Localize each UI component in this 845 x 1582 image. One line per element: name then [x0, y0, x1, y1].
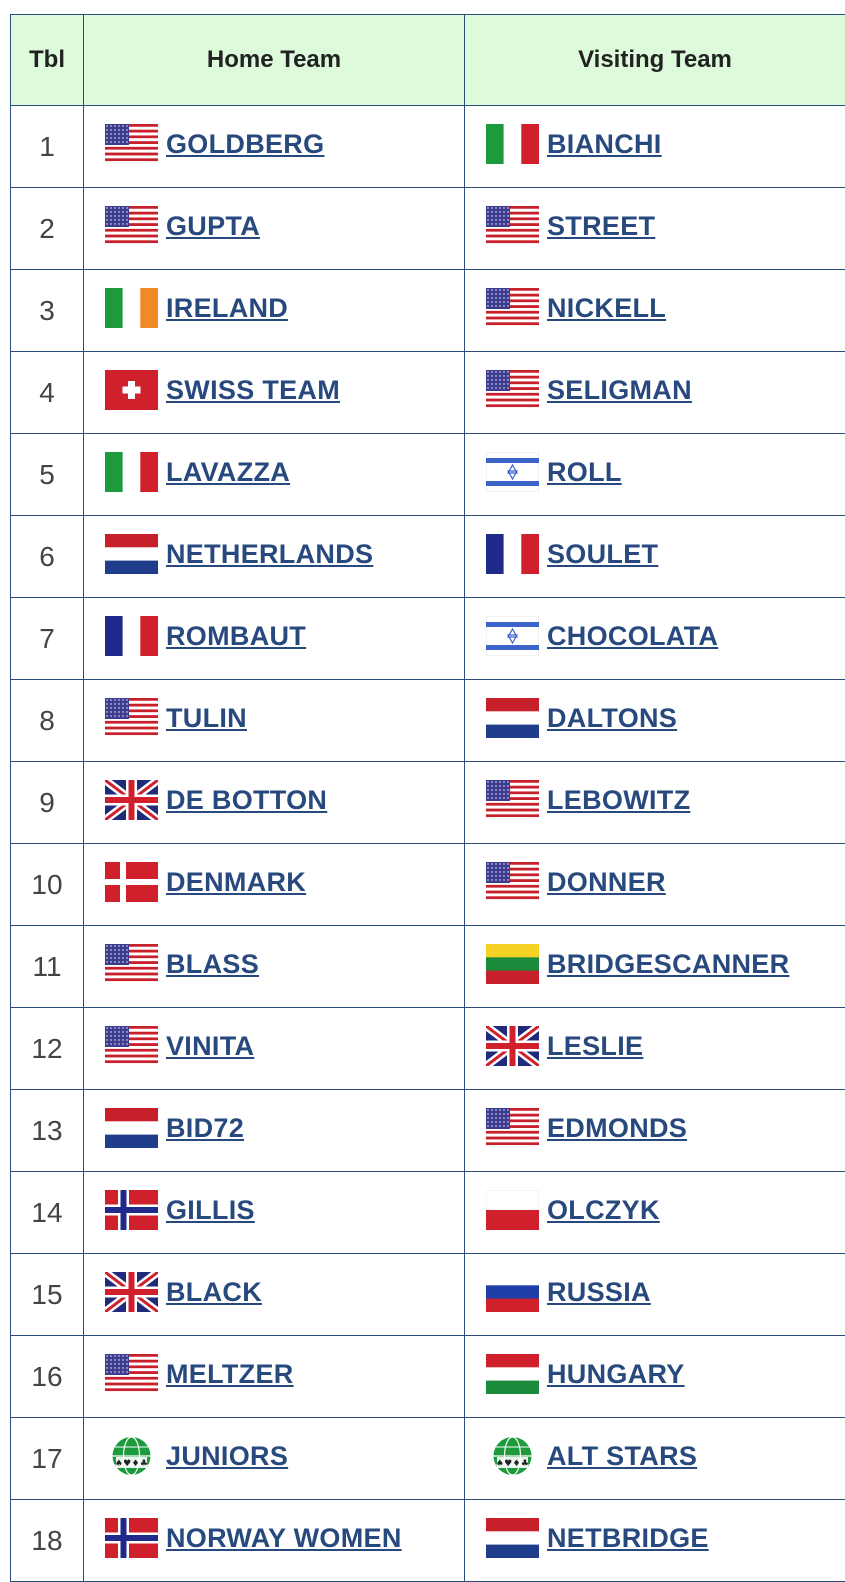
denmark-flag-icon: [105, 862, 158, 902]
home-team-cell: [84, 1090, 465, 1172]
table-row: [11, 598, 845, 680]
home-team-cell: [84, 1008, 465, 1090]
home-team-link[interactable]: [105, 1190, 255, 1230]
usa-flag-icon: [105, 124, 158, 164]
header-home-team: Home Team: [84, 15, 465, 106]
svg-text:♠♥♦♣: ♠♥♦♣: [115, 1459, 148, 1469]
home-team-name: TULIN: [166, 703, 247, 734]
home-team-link[interactable]: [105, 780, 327, 820]
home-team-link[interactable]: [105, 288, 288, 328]
visiting-team-link[interactable]: [486, 1026, 643, 1066]
table-row: [11, 1418, 845, 1500]
table-row: [11, 434, 845, 516]
wbf-globe-flag-icon: [486, 1436, 539, 1476]
home-team-link[interactable]: [105, 206, 260, 246]
table-number: 3: [11, 270, 84, 352]
home-team-link[interactable]: [105, 452, 290, 492]
table-row: [11, 270, 845, 352]
visiting-team-name: OLCZYK: [547, 1195, 660, 1226]
visiting-team-link[interactable]: [486, 1190, 660, 1230]
visiting-team-name: SELIGMAN: [547, 375, 692, 406]
table-row: [11, 680, 845, 762]
usa-flag-icon: [105, 698, 158, 738]
usa-flag-icon: [105, 944, 158, 984]
visiting-team-cell: [465, 1254, 845, 1336]
home-team-link[interactable]: [105, 1272, 262, 1312]
home-team-cell: [84, 270, 465, 352]
visiting-team-link[interactable]: [486, 862, 666, 902]
visiting-team-name: ALT STARS: [547, 1441, 697, 1472]
home-team-link[interactable]: [105, 862, 306, 902]
table-number: 5: [11, 434, 84, 516]
table-number: 18: [11, 1500, 84, 1582]
netherlands-flag-icon: [486, 698, 539, 738]
hungary-flag-icon: [486, 1354, 539, 1394]
usa-flag-icon: [486, 206, 539, 246]
table-row: [11, 844, 845, 926]
home-team-cell: [84, 762, 465, 844]
table-row: [11, 1172, 845, 1254]
visiting-team-cell: [465, 762, 845, 844]
home-team-name: DE BOTTON: [166, 785, 327, 816]
visiting-team-cell: [465, 106, 845, 188]
home-team-name: BID72: [166, 1113, 244, 1144]
table-row: [11, 1336, 845, 1418]
home-team-name: GOLDBERG: [166, 129, 324, 160]
table-row: [11, 1008, 845, 1090]
visiting-team-name: LEBOWITZ: [547, 785, 690, 816]
home-team-cell: [84, 1418, 465, 1500]
table-number: 10: [11, 844, 84, 926]
home-team-cell: [84, 188, 465, 270]
table-row: [11, 516, 845, 598]
visiting-team-name: EDMONDS: [547, 1113, 687, 1144]
table-row: [11, 926, 845, 1008]
home-team-name: BLASS: [166, 949, 259, 980]
visiting-team-cell: [465, 680, 845, 762]
russia-flag-icon: [486, 1272, 539, 1312]
visiting-team-cell: [465, 352, 845, 434]
visiting-team-name: BRIDGESCANNER: [547, 949, 789, 980]
visiting-team-link[interactable]: [486, 616, 718, 656]
home-team-link[interactable]: [105, 124, 324, 164]
header-tbl: Tbl: [11, 15, 84, 106]
visiting-team-cell: [465, 1090, 845, 1172]
home-team-name: VINITA: [166, 1031, 254, 1062]
home-team-name: MELTZER: [166, 1359, 294, 1390]
italy-flag-icon: [486, 124, 539, 164]
visiting-team-cell: [465, 1172, 845, 1254]
home-team-cell: [84, 434, 465, 516]
visiting-team-link[interactable]: [486, 698, 677, 738]
table-number: 15: [11, 1254, 84, 1336]
visiting-team-cell: [465, 270, 845, 352]
table-number: 1: [11, 106, 84, 188]
visiting-team-name: NETBRIDGE: [547, 1523, 709, 1554]
visiting-team-name: DALTONS: [547, 703, 677, 734]
table-row: [11, 1254, 845, 1336]
home-team-link[interactable]: [105, 1354, 294, 1394]
header-visiting-team: Visiting Team: [465, 15, 845, 106]
visiting-team-name: ROLL: [547, 457, 622, 488]
home-team-cell: [84, 516, 465, 598]
home-team-cell: [84, 352, 465, 434]
visiting-team-name: SOULET: [547, 539, 658, 570]
visiting-team-cell: [465, 1336, 845, 1418]
home-team-link[interactable]: [105, 1518, 402, 1558]
home-team-cell: [84, 1254, 465, 1336]
netherlands-flag-icon: [105, 534, 158, 574]
table-number: 16: [11, 1336, 84, 1418]
norway-flag-icon: [105, 1190, 158, 1230]
usa-flag-icon: [486, 370, 539, 410]
uk-flag-icon: [105, 1272, 158, 1312]
visiting-team-link[interactable]: [486, 1518, 709, 1558]
visiting-team-link[interactable]: [486, 206, 655, 246]
table-number: 7: [11, 598, 84, 680]
home-team-name: DENMARK: [166, 867, 306, 898]
home-team-link[interactable]: [105, 534, 373, 574]
visiting-team-cell: [465, 516, 845, 598]
visiting-team-name: NICKELL: [547, 293, 666, 324]
table-row: [11, 1090, 845, 1172]
visiting-team-link[interactable]: [486, 534, 658, 574]
home-team-link[interactable]: [105, 370, 340, 410]
home-team-cell: [84, 1500, 465, 1582]
home-team-link[interactable]: [105, 944, 259, 984]
usa-flag-icon: [486, 862, 539, 902]
france-flag-icon: [105, 616, 158, 656]
visiting-team-link[interactable]: [486, 370, 692, 410]
table-header-row: [11, 15, 845, 106]
uk-flag-icon: [105, 780, 158, 820]
usa-flag-icon: [105, 1354, 158, 1394]
home-team-link[interactable]: [105, 616, 306, 656]
visiting-team-name: LESLIE: [547, 1031, 643, 1062]
table-number: 8: [11, 680, 84, 762]
home-team-link[interactable]: [105, 698, 247, 738]
home-team-name: BLACK: [166, 1277, 262, 1308]
table-number: 13: [11, 1090, 84, 1172]
home-team-cell: [84, 844, 465, 926]
visiting-team-link[interactable]: [486, 452, 622, 492]
table-number: 4: [11, 352, 84, 434]
table-number: 9: [11, 762, 84, 844]
switzerland-flag-icon: [105, 370, 158, 410]
visiting-team-link[interactable]: [486, 124, 662, 164]
home-team-name: JUNIORS: [166, 1441, 288, 1472]
usa-flag-icon: [486, 1108, 539, 1148]
visiting-team-cell: [465, 1418, 845, 1500]
table-number: 2: [11, 188, 84, 270]
usa-flag-icon: [486, 288, 539, 328]
netherlands-flag-icon: [105, 1108, 158, 1148]
table-row: [11, 762, 845, 844]
israel-flag-icon: [486, 452, 539, 492]
ireland-flag-icon: [105, 288, 158, 328]
table-row: [11, 1500, 845, 1582]
visiting-team-cell: [465, 926, 845, 1008]
home-team-name: GILLIS: [166, 1195, 255, 1226]
table-row: [11, 106, 845, 188]
visiting-team-link[interactable]: [486, 288, 666, 328]
table-number: 14: [11, 1172, 84, 1254]
visiting-team-cell: [465, 434, 845, 516]
home-team-name: NORWAY WOMEN: [166, 1523, 402, 1554]
table-row: [11, 188, 845, 270]
visiting-team-cell: [465, 844, 845, 926]
home-team-link[interactable]: [105, 1436, 288, 1476]
visiting-team-name: RUSSIA: [547, 1277, 651, 1308]
usa-flag-icon: [486, 780, 539, 820]
visiting-team-cell: [465, 188, 845, 270]
home-team-cell: [84, 1172, 465, 1254]
home-team-cell: [84, 106, 465, 188]
home-team-name: NETHERLANDS: [166, 539, 373, 570]
home-team-name: IRELAND: [166, 293, 288, 324]
home-team-name: LAVAZZA: [166, 457, 290, 488]
table-number: 11: [11, 926, 84, 1008]
visiting-team-link[interactable]: [486, 1272, 651, 1312]
home-team-link[interactable]: [105, 1026, 254, 1066]
home-team-cell: [84, 1336, 465, 1418]
home-team-link[interactable]: [105, 1108, 244, 1148]
matches-table: [10, 14, 845, 1582]
visiting-team-name: DONNER: [547, 867, 666, 898]
visiting-team-link[interactable]: [486, 1108, 687, 1148]
table-number: 12: [11, 1008, 84, 1090]
israel-flag-icon: [486, 616, 539, 656]
home-team-name: ROMBAUT: [166, 621, 306, 652]
visiting-team-name: CHOCOLATA: [547, 621, 718, 652]
uk-flag-icon: [486, 1026, 539, 1066]
table-row: [11, 352, 845, 434]
visiting-team-link[interactable]: [486, 780, 690, 820]
visiting-team-cell: [465, 598, 845, 680]
home-team-name: GUPTA: [166, 211, 260, 242]
home-team-cell: [84, 598, 465, 680]
usa-flag-icon: [105, 1026, 158, 1066]
lithuania-flag-icon: [486, 944, 539, 984]
visiting-team-name: BIANCHI: [547, 129, 662, 160]
wbf-globe-flag-icon: [105, 1436, 158, 1476]
usa-flag-icon: [105, 206, 158, 246]
netherlands-flag-icon: [486, 1518, 539, 1558]
visiting-team-name: STREET: [547, 211, 655, 242]
visiting-team-cell: [465, 1008, 845, 1090]
table-number: 17: [11, 1418, 84, 1500]
home-team-cell: [84, 680, 465, 762]
table-number: 6: [11, 516, 84, 598]
norway-flag-icon: [105, 1518, 158, 1558]
home-team-cell: [84, 926, 465, 1008]
visiting-team-link[interactable]: [486, 944, 789, 984]
poland-flag-icon: [486, 1190, 539, 1230]
italy-flag-icon: [105, 452, 158, 492]
svg-text:♠♥♦♣: ♠♥♦♣: [496, 1459, 529, 1469]
visiting-team-cell: [465, 1500, 845, 1582]
visiting-team-name: HUNGARY: [547, 1359, 685, 1390]
visiting-team-link[interactable]: [486, 1354, 685, 1394]
france-flag-icon: [486, 534, 539, 574]
visiting-team-link[interactable]: [486, 1436, 697, 1476]
home-team-name: SWISS TEAM: [166, 375, 340, 406]
